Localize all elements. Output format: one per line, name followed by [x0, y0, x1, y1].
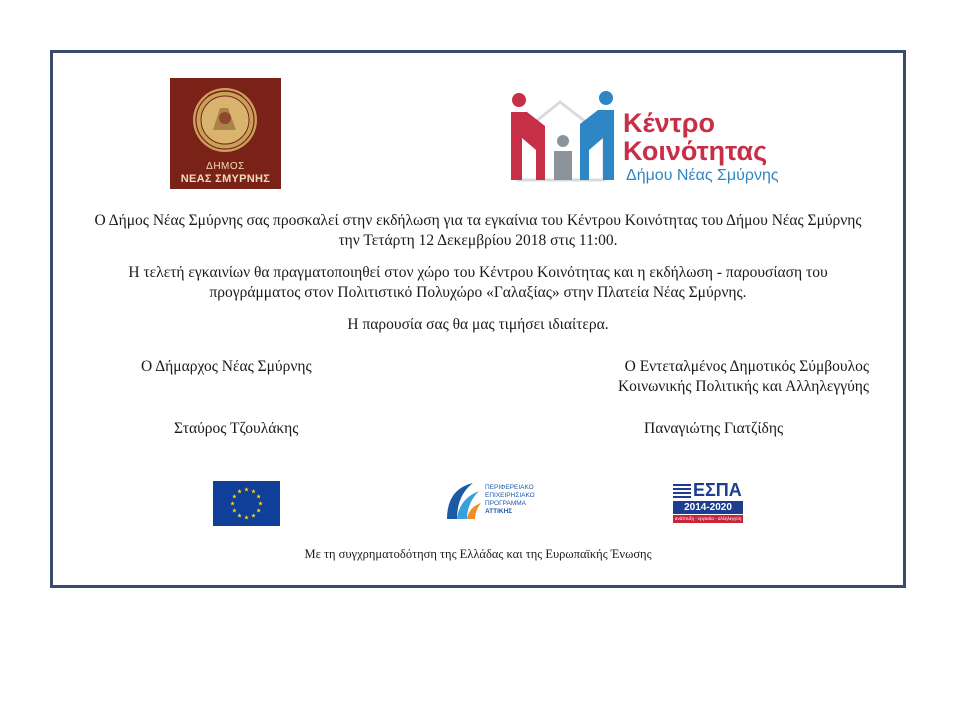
dimos-logo-line1: ΔΗΜΟΣ	[206, 161, 245, 172]
eu-star-icon	[232, 508, 237, 512]
eu-star-icon	[244, 515, 249, 519]
councillor-title-line2: Κοινωνικής Πολιτικής και Αλληλεγγύης	[617, 378, 869, 395]
eu-star-icon	[258, 501, 263, 505]
councillor-title-line1: Ο Εντεταλμένος Δημοτικός Σύμβουλος	[624, 358, 869, 375]
councillor-name: Παναγιώτης Γιατζίδης	[644, 420, 784, 437]
invitation-card	[50, 50, 906, 588]
greek-flag-icon	[673, 482, 693, 500]
invitation-paragraph-1: Ο Δήμος Νέας Σμύρνης σας προσκαλεί στην εκδήλωση για τα εγκαίνια του Κέντρου Κοινότητας του Δήμου Νέας Σμύρνης την Τετάρτη 12 Δεκεμβρίου 2018 στις 11:00.	[94, 212, 862, 249]
cofinancing-footnote: Με τη συγχρηματοδότηση της Ελλάδας και της Ευρωπαϊκής Ένωσης	[304, 547, 652, 561]
kentro-logo-line2: Κοινότητας	[623, 136, 768, 166]
pep-line-2: ΕΠΙΧΕΙΡΗΣΙΑΚΟ	[485, 492, 535, 499]
councillor-title	[618, 357, 869, 397]
eu-flag-icon	[213, 481, 280, 526]
eu-star-icon	[251, 513, 256, 517]
dimos-logo-line2: ΝΕΑΣ ΣΜΥΡΝΗΣ	[180, 173, 271, 185]
eu-star-icon	[237, 513, 242, 517]
kentro-logo-line1: Κέντρο	[623, 108, 715, 138]
eu-star-icon	[251, 489, 256, 493]
eu-star-icon	[230, 501, 235, 505]
pep-line-4: ΑΤΤΙΚΗΣ	[485, 508, 513, 515]
eu-star-icon	[232, 494, 237, 498]
mayor-name: Σταύρος Τζουλάκης	[174, 420, 299, 437]
dimos-nea-smyrni-logo	[170, 78, 281, 189]
espa-motto: ανάπτυξη - εργασία - αλληλεγγύη	[674, 516, 742, 521]
espa-word: ΕΣΠΑ	[693, 480, 742, 500]
kentro-koinotitas-logo	[508, 88, 818, 188]
pep-swoosh-icon	[443, 479, 483, 523]
mayor-title: Ο Δήμαρχος Νέας Σμύρνης	[141, 358, 312, 375]
invitation-paragraph-2: Η τελετή εγκαινίων θα πραγματοποιηθεί στον χώρο του Κέντρου Κοινότητας και η εκδήλωση - παρουσίαση του προγράμματος στον Πολιτιστικό Πολυχώρο «Γαλαξίας» στην Πλατεία Νέας Σμύρνης.	[128, 264, 828, 301]
kentro-logo-line3: Δήμου Νέας Σμύρνης	[626, 167, 779, 184]
eu-star-icon	[237, 489, 242, 493]
pep-line-1: ΠΕΡΙΦΕΡΕΙΑΚΟ	[485, 484, 534, 491]
family-house-icon	[508, 88, 618, 188]
eu-star-icon	[256, 494, 261, 498]
espa-logo	[673, 481, 745, 527]
eu-stars-icon	[213, 481, 280, 526]
eu-star-icon	[244, 487, 249, 491]
espa-years: 2014-2020	[684, 502, 732, 513]
invitation-paragraph-3: Η παρουσία σας θα μας τιμήσει ιδιαίτερα.	[347, 316, 609, 333]
pep-line-3: ΠΡΟΓΡΑΜΜΑ	[485, 500, 527, 507]
eu-star-icon	[256, 508, 261, 512]
pep-attikis-logo	[443, 479, 535, 529]
